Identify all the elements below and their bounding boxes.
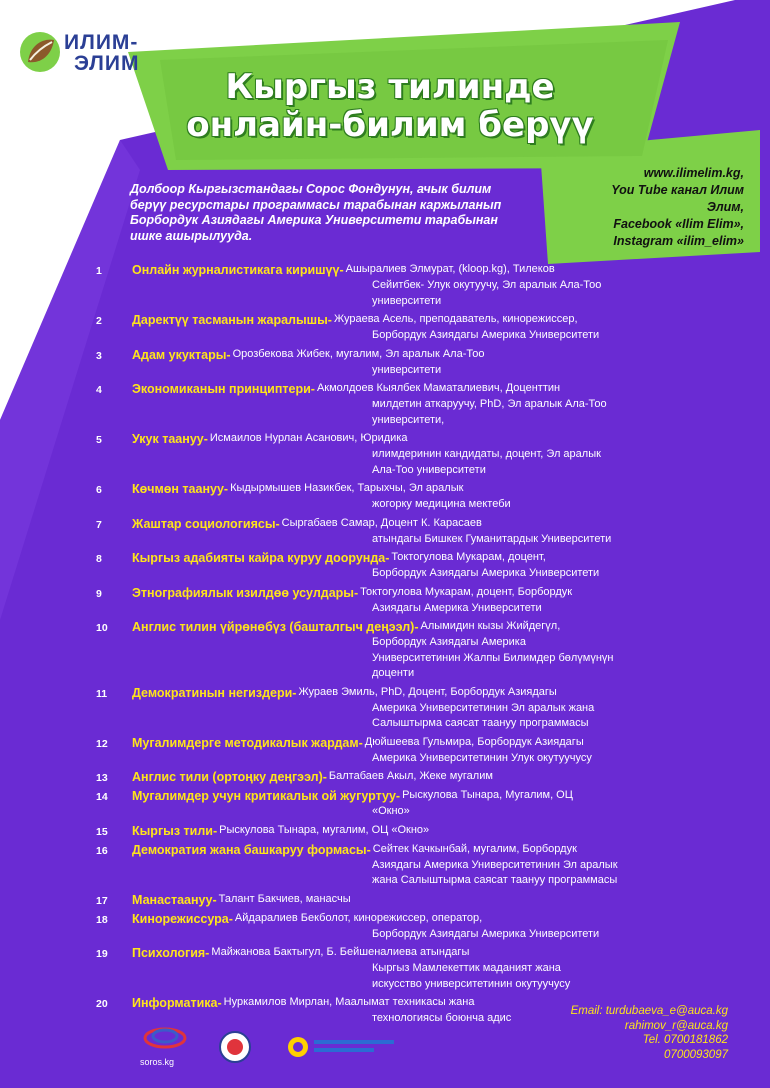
partner-emblem xyxy=(218,1030,252,1069)
website-link[interactable]: www.ilimelim.kg, xyxy=(643,166,744,180)
course-author: Исмаилов Нурлан Асанович, Юридика xyxy=(209,432,408,444)
course-title[interactable]: Кыргыз тили- xyxy=(132,823,218,838)
course-author: Нуркамилов Мирлан, Маалымат техникасы жана xyxy=(223,996,475,1008)
course-number: 15 xyxy=(96,825,108,838)
course-title[interactable]: Мугалимдер учун критикалык ой жугуртуу- xyxy=(132,789,401,803)
course-title[interactable]: Кыргыз адабияты кайра куруу доорунда- xyxy=(132,551,390,565)
list-item xyxy=(96,381,686,428)
course-author: Сыргабаев Самар, Доцент К. Карасаев xyxy=(281,516,482,529)
course-description xyxy=(132,769,686,785)
course-title[interactable]: Онлайн журналистикага киришүү- xyxy=(132,263,344,277)
course-author-cont: искусство университетинин окутуучусу xyxy=(372,977,571,990)
course-list xyxy=(96,262,686,1030)
course-author-cont: Ала-Тоо университети xyxy=(372,463,486,476)
course-description xyxy=(132,823,686,839)
course-description xyxy=(132,550,686,582)
course-title[interactable]: Англис тилин үйрөнөбүз (башталгыч деңээл)- xyxy=(132,620,419,634)
list-item xyxy=(96,312,686,344)
auca-logo xyxy=(286,1032,396,1067)
instagram-link[interactable]: Instagram «ilim_elim» xyxy=(613,234,744,248)
soros-label: soros.kg xyxy=(140,1057,175,1067)
list-item xyxy=(96,347,686,379)
course-title[interactable]: Кинорежиссура- xyxy=(132,911,233,926)
course-author-cont: атындагы Бишкек Гуманитардык Университети xyxy=(372,532,612,545)
course-author-cont: Борбордук Азиядагы Америка xyxy=(372,636,526,648)
course-title[interactable]: Укук таануу- xyxy=(132,432,208,446)
list-item xyxy=(96,619,686,682)
course-description xyxy=(132,619,686,682)
course-title[interactable]: Көчмөн таануу- xyxy=(132,482,229,496)
course-author: Орозбекова Жибек, мугалим, Эл аралык Ала-Тоо xyxy=(232,347,485,360)
list-item xyxy=(96,823,686,839)
course-author-cont: доценти xyxy=(372,667,415,679)
course-author-cont: Азиядагы Америка Университетинин Эл аралык xyxy=(372,858,618,871)
course-number: 13 xyxy=(96,772,108,784)
list-item xyxy=(96,516,686,548)
course-author: Кыдырмышев Назикбек, Тарыхчы, Эл аралык xyxy=(230,482,464,494)
list-item xyxy=(96,550,686,582)
course-title[interactable]: Манастаануу- xyxy=(132,892,217,907)
course-description xyxy=(132,892,686,908)
youtube-link-cont[interactable]: Элим, xyxy=(706,200,744,214)
course-author-cont: Сейитбек- Улук окутуучу, Эл аралык Ала-Тоо xyxy=(372,279,602,291)
course-number: 3 xyxy=(96,349,102,362)
intro-text: Долбоор Кыргызстандагы Сорос Фондунун, ачык билим берүү ресурстары программасы тарабынан каржыланып Борбордук Азиядагы Америка Университети тарабынан ишке ашырылууда. xyxy=(130,182,502,243)
facebook-link[interactable]: Facebook «Ilim Elim», xyxy=(613,217,744,231)
soros-swirl-icon xyxy=(140,1024,190,1050)
course-author-cont: университети xyxy=(372,294,442,307)
course-author: Алымидин кызы Жийдегүл, xyxy=(420,620,561,632)
course-author: Ашыралиев Элмурат, (kloop.kg), Тилеков xyxy=(345,263,555,275)
course-author-cont: технологиясы боюнча адис xyxy=(372,1012,512,1024)
course-number: 4 xyxy=(96,384,102,396)
course-number: 20 xyxy=(96,998,108,1010)
phone-2[interactable]: 0700093097 xyxy=(664,1048,728,1061)
course-author-cont: Борбордук Азиядагы Америка Университети xyxy=(372,329,600,341)
list-item xyxy=(96,945,686,992)
poster-title xyxy=(160,68,620,144)
course-description xyxy=(132,312,686,344)
course-number: 7 xyxy=(96,518,102,531)
list-item xyxy=(96,735,686,767)
course-author-cont: Америка Университетинин Улук окутуучусу xyxy=(372,751,592,764)
list-item xyxy=(96,769,686,785)
course-title[interactable]: Демократинын негиздери- xyxy=(132,685,297,700)
list-item xyxy=(96,842,686,889)
phone-1[interactable]: Tel. 0700181862 xyxy=(642,1034,728,1046)
course-description xyxy=(132,262,686,309)
course-author: Айдаралиев Бекболот, кинорежиссер, оператор, xyxy=(234,911,483,924)
course-title[interactable]: Психология- xyxy=(132,946,210,960)
course-author-cont: Университетинин Жалпы Билимдер бөлүмүнүн xyxy=(372,651,614,664)
list-item xyxy=(96,788,686,820)
course-title[interactable]: Адам укуктары- xyxy=(132,347,231,362)
course-number: 16 xyxy=(96,844,108,857)
logo-text xyxy=(64,32,139,74)
course-author: Жураева Асель, преподаватель, кинорежиссер, xyxy=(333,313,578,325)
course-author-cont: жана Салыштырма саясат таануу программасы xyxy=(372,874,618,886)
title-line-1: Кыргыз тилинде xyxy=(225,67,555,107)
course-title[interactable]: Жаштар социологиясы- xyxy=(132,516,280,531)
course-number: 8 xyxy=(96,553,102,565)
leaf-logo-icon xyxy=(18,30,62,74)
course-title[interactable]: Демократия жана башкаруу формасы- xyxy=(132,842,371,857)
footer-contacts xyxy=(571,1004,728,1062)
course-title[interactable]: Информатика- xyxy=(132,996,222,1010)
course-author-cont: жогорку медицина мектеби xyxy=(372,498,511,510)
course-author-cont: милдетин аткаруучу, PhD, Эл аралык Ала-Тоо xyxy=(372,398,607,410)
course-author: Дюйшеева Гульмира, Борбордук Азиядагы xyxy=(364,735,584,748)
course-author: Сейтек Качкынбай, мугалим, Борбордук xyxy=(372,842,577,855)
course-author-cont: Борбордук Азиядагы Америка Университети xyxy=(372,927,600,940)
course-description xyxy=(132,481,686,513)
course-author-cont: илимдеринин кандидаты, доцент, Эл аралык xyxy=(372,448,601,460)
course-description xyxy=(132,735,686,767)
course-author-cont: Салыштырма саясат таануу программасы xyxy=(372,717,589,729)
sunburst-icon xyxy=(286,1032,396,1062)
youtube-link[interactable]: You Tube канал Илим xyxy=(611,183,744,197)
course-author: Балтабаев Акыл, Жеке мугалим xyxy=(328,770,493,782)
emblem-icon xyxy=(218,1030,252,1064)
course-author: Акмолдоев Кыялбек Маматалиевич, Доценттин xyxy=(316,382,561,394)
course-author-cont: Борбордук Азиядагы Америка Университети xyxy=(372,567,600,579)
course-author-cont: Америка Университетинин Эл аралык жана xyxy=(372,701,595,714)
title-line-2: онлайн-билим берүү xyxy=(186,105,594,145)
course-number: 18 xyxy=(96,913,108,926)
course-title[interactable]: Этнографиялык изилдөө усулдары- xyxy=(132,585,359,600)
course-description xyxy=(132,516,686,548)
course-description xyxy=(132,585,686,617)
course-author-cont: университети, xyxy=(372,413,445,426)
course-description xyxy=(132,842,686,889)
course-author: Рыскулова Тынара, мугалим, ОЦ «Окно» xyxy=(219,823,430,836)
course-description xyxy=(132,788,686,820)
list-item xyxy=(96,262,686,309)
list-item xyxy=(96,585,686,617)
course-title[interactable]: Мугалимдерге методикалык жардам- xyxy=(132,735,363,750)
course-author-cont: «Окно» xyxy=(372,805,410,817)
list-item xyxy=(96,431,686,478)
logo-line-2: ЭЛИМ xyxy=(74,52,140,75)
email-2[interactable]: rahimov_r@auca.kg xyxy=(624,1019,728,1032)
course-number: 17 xyxy=(96,894,108,907)
course-description xyxy=(132,911,686,943)
course-number: 14 xyxy=(96,791,108,803)
course-description xyxy=(132,347,686,379)
course-number: 12 xyxy=(96,737,108,750)
course-author: Талант Бакчиев, манасчы xyxy=(218,892,351,905)
course-author: Жураев Эмиль, PhD, Доцент, Борбордук Азиядагы xyxy=(298,685,557,698)
email-1[interactable]: Email: turdubaeva_e@auca.kg xyxy=(570,1005,728,1017)
course-number: 5 xyxy=(96,434,102,446)
course-title[interactable]: Даректүү тасманын жаралышы- xyxy=(132,313,332,327)
course-number: 10 xyxy=(96,622,108,634)
course-author-cont: университети xyxy=(372,363,442,376)
course-description xyxy=(132,945,686,992)
logo-line-1: ИЛИМ- xyxy=(64,31,139,54)
course-author-cont: Азиядагы Америка Университети xyxy=(372,601,542,614)
course-title[interactable]: Экономиканын принциптери- xyxy=(132,382,315,396)
soros-logo xyxy=(140,1024,190,1067)
list-item xyxy=(96,911,686,943)
course-number: 2 xyxy=(96,315,102,327)
course-author: Токтогулова Мукарам, доцент, xyxy=(391,551,546,563)
course-number: 19 xyxy=(96,948,108,960)
social-contacts xyxy=(534,165,744,250)
course-description xyxy=(132,381,686,428)
course-number: 11 xyxy=(96,687,108,700)
course-author-cont: Кыргыз Мамлекеттик маданият жана xyxy=(372,962,561,974)
course-number: 9 xyxy=(96,587,102,600)
course-author: Майжанова Бактыгул, Б. Бейшеналиева атындагы xyxy=(211,946,470,958)
list-item xyxy=(96,481,686,513)
course-author: Токтогулова Мукарам, доцент, Борбордук xyxy=(360,585,573,598)
course-number: 6 xyxy=(96,484,102,496)
course-description xyxy=(132,431,686,478)
list-item xyxy=(96,892,686,908)
course-title[interactable]: Англис тили (ортоңку деңгээл)- xyxy=(132,770,327,784)
course-number: 1 xyxy=(96,265,102,277)
course-author: Рыскулова Тынара, Мугалим, ОЦ xyxy=(402,789,573,801)
course-description xyxy=(132,685,686,732)
list-item xyxy=(96,685,686,732)
